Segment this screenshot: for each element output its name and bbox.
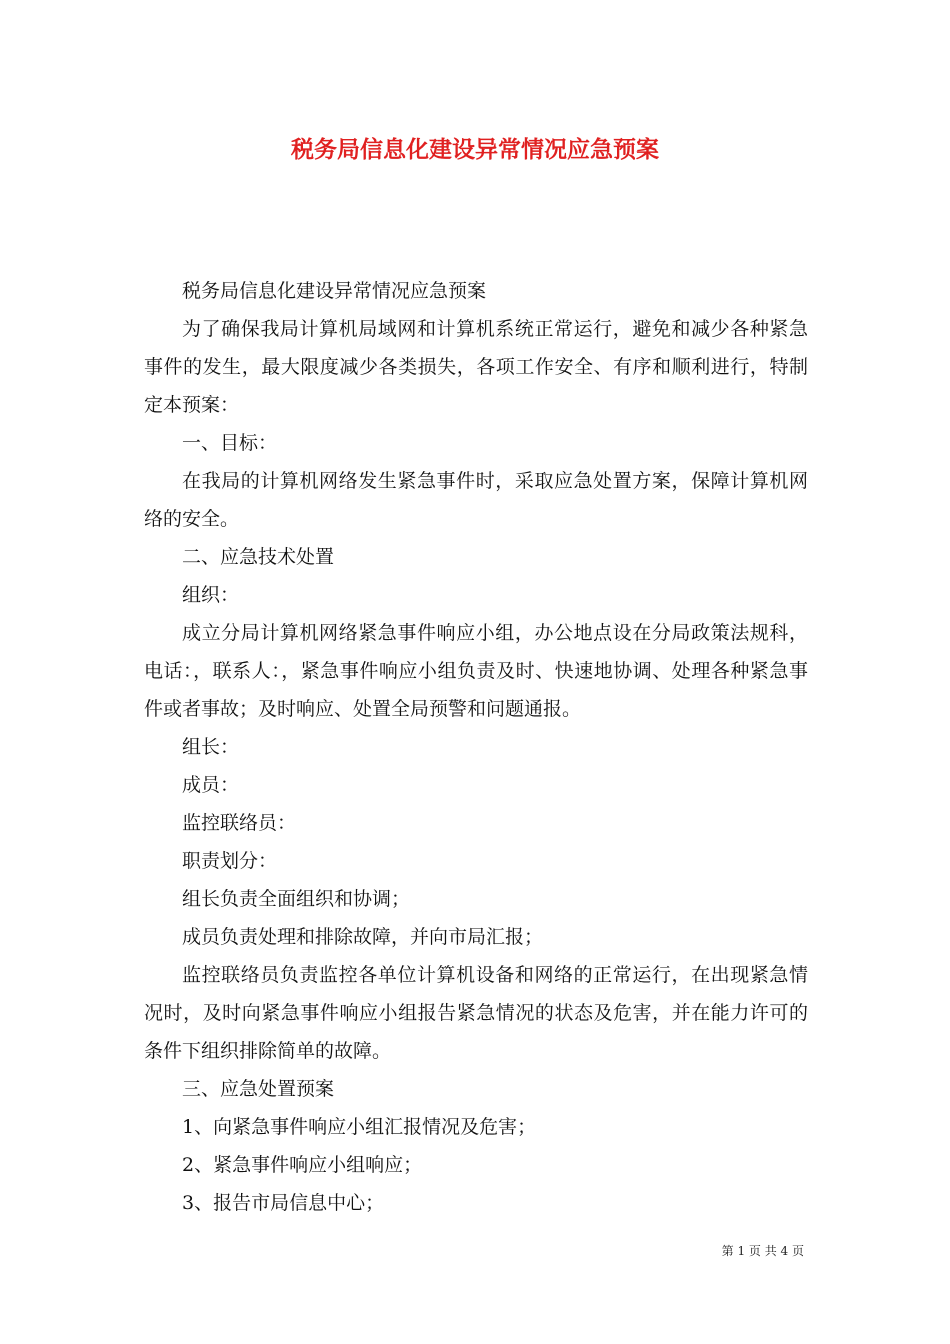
paragraph-goal: 在我局的计算机网络发生紧急事件时，采取应急处置方案，保障计算机网络的安全。 — [144, 470, 808, 530]
label-organization: 组织： — [182, 584, 240, 606]
duty-leader: 组长负责全面组织和协调； — [182, 888, 411, 910]
plan-step-3: 3、报告市局信息中心； — [182, 1192, 385, 1214]
section-heading-plan: 三、应急处置预案 — [182, 1078, 335, 1100]
page-number-footer: 第 1 页 共 4 页 — [721, 1244, 804, 1258]
section-heading-technical: 二、应急技术处置 — [182, 546, 335, 568]
plan-step-1: 1、向紧急事件响应小组汇报情况及危害； — [182, 1116, 537, 1138]
section-heading-goal: 一、目标： — [182, 432, 278, 454]
paragraph-organization: 成立分局计算机网络紧急事件响应小组，办公地点设在分局政策法规科，电话：，联系人：，紧急事件响应小组负责及时、快速地协调、处理各种紧急事件或者事故；及时响应、处置全局预警和问题通报。 — [144, 622, 808, 720]
label-duties: 职责划分： — [182, 850, 278, 872]
label-leader: 组长： — [182, 736, 240, 758]
duty-monitor: 监控联络员负责监控各单位计算机设备和网络的正常运行，在出现紧急情况时，及时向紧急事件响应小组报告紧急情况的状态及危害，并在能力许可的条件下组织排除简单的故障。 — [144, 964, 808, 1062]
paragraph-subtitle: 税务局信息化建设异常情况应急预案 — [182, 280, 487, 302]
duty-members: 成员负责处理和排除故障，并向市局汇报； — [182, 926, 544, 948]
document-title: 税务局信息化建设异常情况应急预案 — [291, 136, 659, 163]
plan-step-2: 2、紧急事件响应小组响应； — [182, 1154, 423, 1176]
label-members: 成员： — [182, 774, 240, 796]
paragraph-intro: 为了确保我局计算机局域网和计算机系统正常运行，避免和减少各种紧急事件的发生，最大限度减少各类损失，各项工作安全、有序和顺利进行，特制定本预案： — [144, 318, 808, 416]
document-body — [144, 272, 808, 1222]
label-monitor: 监控联络员： — [182, 812, 297, 834]
